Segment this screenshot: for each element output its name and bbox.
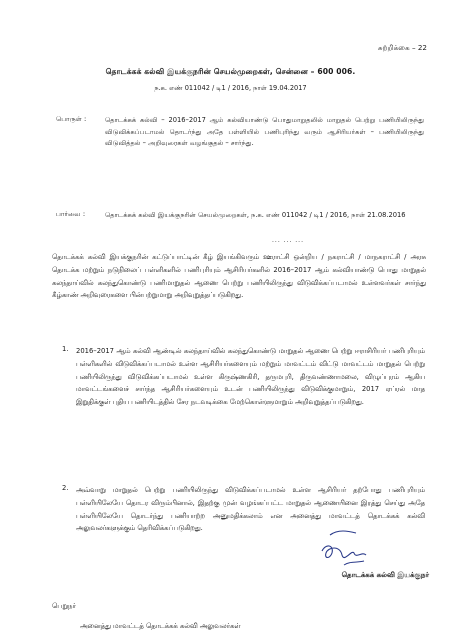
recipient-label: பெறுநர் — [52, 602, 76, 610]
recipient-list: அனைத்து மாவட்டத் தொடக்கக் கல்வி அலுவலர்கள் — [80, 622, 241, 630]
item-number: 2. — [62, 484, 69, 492]
circular-number: சுற்றிக்கை – 22 — [377, 43, 427, 52]
document-title: தொடக்கக் கல்வி இயக்குநரின் செயல்முறைகள், சென்னை – 600 006. — [105, 67, 356, 76]
item-text: 2016–2017 ஆம் கல்வி ஆண்டில் கலந்தாய்வில் கலந்துகொண்டு மாறுதல் ஆணை பெற்று ஈராசிரியர் பணிபுரியும் பள்ளிகளில் விடுவிக்கப்படாமல் உள்ள ஆசிரியர்களையும் மற்றும் மாவட்டம் விட்டு மாவட்டம் மாறுதல் பெற்று பணியிலிருந்து விடுவிக்கப்படாமல் உள்ள கிருஷ்ணகிரி, தருமபுரி, திருவண்ணாமலை, விழுப்புரம் ஆகிய மாவட்டங்களைச் சார்ந்த ஆசிரியர்களையும் உடன் பணியிலிருந்து விடுவிக்குமாறும், 2017 ஏப்ரல் மாத இறுதிக்குள் புதிய பணியிடத்தில் சேர நடவடிக்கை மேற்கொள்ளுமாறும் அறிவுறுத்தப்படுகிறது. — [76, 347, 425, 407]
section-separator-dots: ... ... ... — [272, 237, 304, 244]
instruction-item — [62, 345, 425, 409]
reference-label: பார்வை : — [56, 210, 86, 218]
item-number: 1. — [62, 345, 69, 353]
intro-paragraph: தொடக்கக் கல்வி இயக்குநரின் கட்டுப்பாட்டின் கீழ் இயங்கிவரும் ஊராட்சி ஒன்றிய / நகராட்சி / மாநகராட்சி / அரசு தொடக்க மற்றும் நடுநிலைப் பள்ளிகளில் பணிபுரியும் ஆசிரியர்களில் 2016–2017 ஆம் கல்வியாண்டு பொது மாறுதல் கலந்தாய்வில் கலந்துகொண்டு பணிமாறுதல் ஆணை பெற்று பணியிலிருந்து விடுவிக்கப்படாமல் உள்ளவர்கள் சார்ந்து கீழ்காண் அறிவுரைகளை பின்பற்றுமாறு அறிவுறுத்தப்படுகிறது. — [52, 253, 426, 300]
instruction-item — [62, 484, 425, 535]
item-text: அவ்வாறு மாறுதல் பெற்று பணியிலிருந்து விடுவிக்கப்படாமல் உள்ள ஆசிரியர் தற்போது பணிபுரியும் பள்ளியிலேயே தொடர விரும்பினால், இதற்கு முன் வழங்கப்பட்ட மாறுதல் ஆணையினை இரத்து செய்து அதே பள்ளியிலேயே தொடர்ந்து பணியாற்ற அனுமதிக்கலாம் என அனைத்து மாவட்டத் தொடக்கக் கல்வி அலுவலர்களுக்கும் தெரிவிக்கப்படுகிறது. — [76, 486, 425, 533]
reference-number: ந.க. எண் 011042 / டி1 / 2016, நாள் 19.04.2017 — [154, 84, 307, 92]
subject-section — [56, 115, 424, 150]
reference-text: தொடக்கக் கல்வி இயக்குநரின் செயல்முறைகள், ந.க. எண் 011042 / டி1 / 2016, நாள் 21.08.2016 — [105, 211, 406, 219]
handwritten-signature — [318, 525, 370, 571]
subject-label: பொருள் : — [56, 115, 87, 123]
subject-text: தொடக்கக் கல்வி – 2016–2017 ஆம் கல்வியாண்டு பொதுமாறுதலில் மாறுதல் பெற்று பணியிலிருந்து விடுவிக்கப்படாமல் தொடர்ந்து அதே பள்ளியில் பணிபுரிந்து வரும் ஆசிரியர்கள் – பணியிலிருந்து விடுவித்தல் – அறிவுரைகள் வழங்குதல் – சார்ந்து. — [105, 116, 424, 148]
reference-section — [56, 210, 424, 222]
signatory-title: தொடக்கக் கல்வி இயக்குநர் — [341, 571, 429, 579]
